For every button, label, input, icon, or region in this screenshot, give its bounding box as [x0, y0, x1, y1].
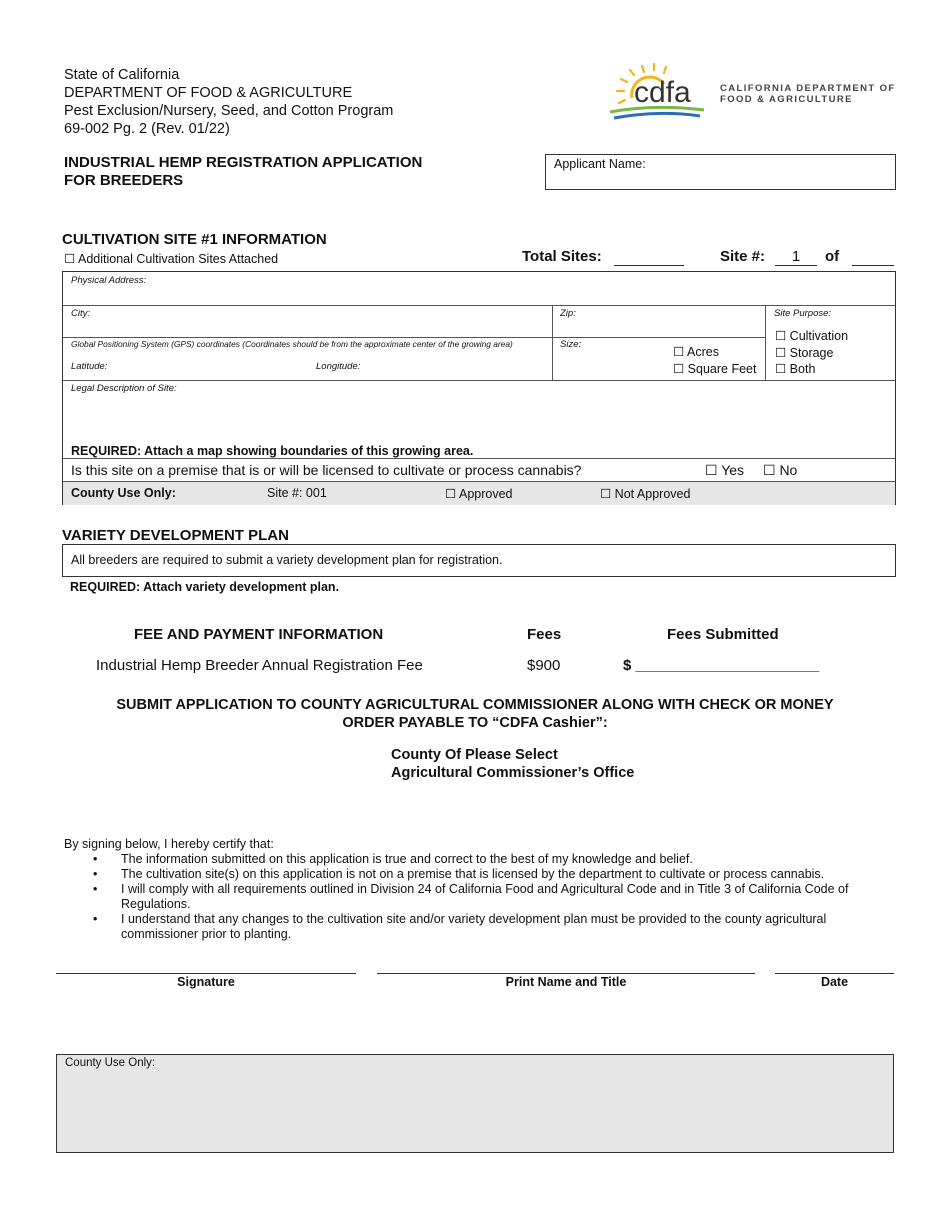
- county-use-row: [63, 482, 895, 505]
- submit-line: ORDER PAYABLE TO “CDFA Cashier”:: [342, 715, 608, 731]
- header-line: State of California: [64, 67, 180, 83]
- certify-intro: By signing below, I hereby certify that:: [64, 837, 274, 851]
- applicant-name-label: Applicant Name:: [554, 157, 646, 171]
- fee-info-heading: FEE AND PAYMENT INFORMATION: [134, 626, 384, 643]
- fees-submitted-heading: Fees Submitted: [667, 626, 779, 643]
- county-use-label: County Use Only:: [71, 486, 176, 500]
- city-label: City:: [71, 308, 90, 319]
- cdfa-logo: [604, 58, 904, 128]
- size-acres-checkbox[interactable]: ☐ Acres: [673, 345, 719, 359]
- list-item: • The cultivation site(s) on this application is not on a premise that is licensed by the department to cultivate or process cannabis.: [121, 867, 864, 882]
- list-item: • The information submitted on this application is true and correct to the best of my knowledge and belief.: [121, 852, 864, 867]
- approved-checkbox[interactable]: ☐ Approved: [445, 487, 513, 501]
- county-use-box: [56, 1054, 894, 1153]
- header-line: 69-002 Pg. 2 (Rev. 01/22): [64, 121, 230, 137]
- site-purpose-options: [775, 328, 848, 378]
- certification: [64, 837, 864, 942]
- submit-line: SUBMIT APPLICATION TO COUNTY AGRICULTURAL COMMISSIONER ALONG WITH CHECK OR MONEY: [116, 697, 834, 713]
- site-section-title: CULTIVATION SITE #1 INFORMATION: [62, 231, 327, 248]
- purpose-both-checkbox[interactable]: ☐ Both: [775, 362, 816, 376]
- fee-amount: $900: [527, 657, 561, 674]
- cdfa-sun-logo-icon: [604, 58, 720, 128]
- cultivation-site-table: [62, 271, 896, 505]
- size-square-feet-checkbox[interactable]: ☐ Square Feet: [673, 361, 757, 376]
- document-title: [64, 154, 422, 190]
- list-item: • I understand that any changes to the cultivation site and/or variety development plan must be provided to the county agricultural commissioner prior to planting.: [121, 912, 864, 942]
- longitude-label: Longitude:: [316, 361, 361, 372]
- logo-text-line: FOOD & AGRICULTURE: [720, 94, 853, 105]
- vdp-text: All breeders are required to submit a variety development plan for registration.: [71, 553, 503, 567]
- county-use-box-label: County Use Only:: [65, 1057, 156, 1069]
- total-sites-label: Total Sites:: [522, 248, 602, 265]
- fees-submitted-field[interactable]: $ ______________________: [623, 657, 820, 674]
- vdp-title: VARIETY DEVELOPMENT PLAN: [62, 527, 289, 544]
- agency-header: [64, 66, 393, 138]
- purpose-cultivation-checkbox[interactable]: ☐ Cultivation: [775, 329, 849, 343]
- size-options: [673, 344, 756, 377]
- map-required-note: REQUIRED: Attach a map showing boundaries of this growing area.: [71, 444, 474, 458]
- fee-row-label: Industrial Hemp Breeder Annual Registration Fee: [96, 657, 423, 674]
- site-number-label: Site #:: [720, 248, 766, 265]
- signature-label: Signature: [177, 975, 235, 989]
- signature-line[interactable]: [56, 973, 356, 974]
- logo-text: [720, 83, 896, 105]
- site-number-value[interactable]: 1: [775, 248, 817, 266]
- print-name-line[interactable]: [377, 973, 755, 974]
- county-site-number: Site #: 001: [267, 486, 327, 500]
- site-purpose-label: Site Purpose:: [774, 308, 832, 319]
- of-label: of: [825, 248, 840, 265]
- certify-list: [121, 852, 864, 942]
- not-approved-checkbox[interactable]: ☐ Not Approved: [600, 487, 691, 501]
- vdp-box: [62, 544, 896, 577]
- vdp-required-note: REQUIRED: Attach variety development plan.: [70, 580, 340, 594]
- legal-description-label: Legal Description of Site:: [71, 383, 177, 394]
- cannabis-question: Is this site on a premise that is or will be licensed to cultivate or process cannabis?: [71, 462, 582, 478]
- total-sites-input[interactable]: [614, 265, 684, 266]
- print-name-label: Print Name and Title: [505, 975, 627, 989]
- fees-heading: Fees: [527, 626, 562, 643]
- title-line: FOR BREEDERS: [64, 172, 184, 189]
- physical-address-label: Physical Address:: [71, 275, 147, 286]
- applicant-name-field[interactable]: [545, 154, 896, 190]
- logo-text-line: CALIFORNIA DEPARTMENT OF: [720, 83, 896, 94]
- site-total-input[interactable]: [852, 265, 894, 266]
- date-line[interactable]: [775, 973, 894, 974]
- cannabis-yes-checkbox[interactable]: ☐ Yes: [705, 462, 745, 478]
- zip-label: Zip:: [560, 308, 576, 319]
- gps-label: Global Positioning System (GPS) coordinates (Coordinates should be from the approximate center of the growing area): [71, 339, 513, 349]
- latitude-label: Latitude:: [71, 361, 108, 372]
- header-line: Pest Exclusion/Nursery, Seed, and Cotton Program: [64, 103, 394, 119]
- date-label: Date: [820, 975, 849, 989]
- additional-sites-checkbox[interactable]: ☐ Additional Cultivation Sites Attached: [64, 252, 279, 266]
- list-item: • I will comply with all requirements outlined in Division 24 of California Food and Agricultural Code and in Title 3 of California Code of Regulations.: [121, 882, 864, 912]
- submit-instructions: [80, 696, 870, 732]
- cannabis-no-checkbox[interactable]: ☐ No: [763, 462, 798, 478]
- county-select[interactable]: County Of Please Select: [391, 747, 558, 763]
- logo-word: cdfa: [634, 76, 691, 109]
- title-line: INDUSTRIAL HEMP REGISTRATION APPLICATION: [64, 154, 423, 171]
- size-label: Size:: [560, 339, 582, 350]
- purpose-storage-checkbox[interactable]: ☐ Storage: [775, 345, 834, 360]
- office-name: Agricultural Commissioner’s Office: [391, 765, 635, 781]
- header-line: DEPARTMENT OF FOOD & AGRICULTURE: [64, 85, 353, 101]
- county-office: [391, 746, 634, 782]
